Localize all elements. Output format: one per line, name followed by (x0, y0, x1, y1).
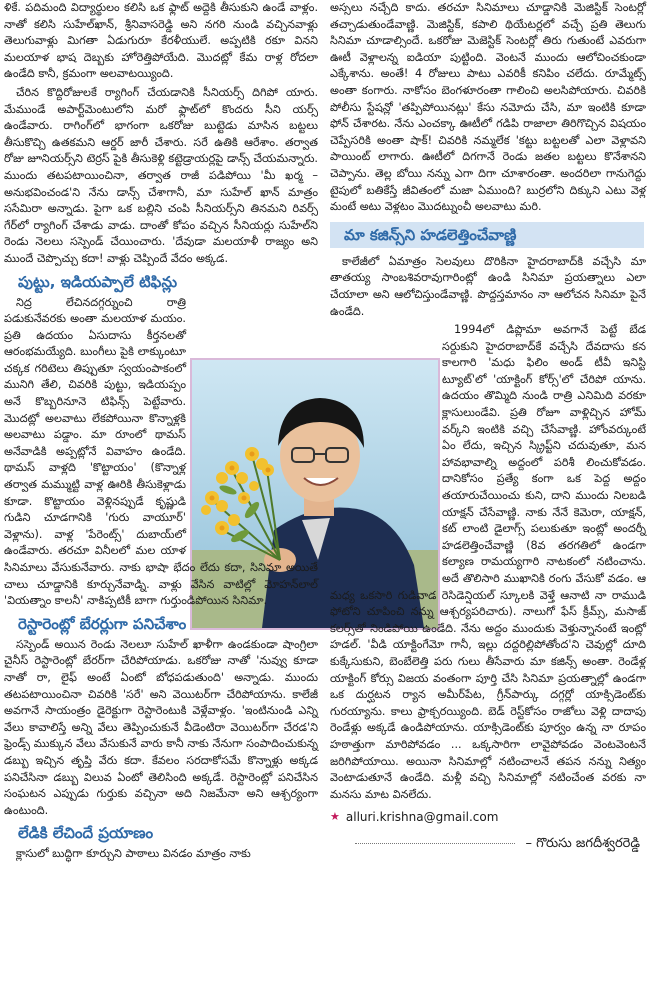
paragraph (330, 322, 646, 803)
section-heading: రెస్టారెంట్లో బేరర్లుగా పనిచేశాం (18, 614, 187, 633)
paragraph-text: నిద్ర లేచినదగ్గర్నుంచి రాత్రి పడుకునేవరకు అంతా మలయాళ మయం. ప్రతి ఉదయం ఏసుదాసు కీర్తనలతో ఆరంభమయ్యేది. బుంగీలు పైకి లాక్కుంటూ చక్కక గరిటెలు తిప్పుతూ స్వయంపాకంలో మునిగి తేలి, చివరికి పుట్టు, ఇడియప్పం అనే కొబ్బరినూనె టిఫిన్స్ పెట్టేవారు. మొదట్లో అలవాటు లేకపోయినా కొన్నాళ్లకి అలవాటు పడ్డాం. మా రూంలో థామస్ అనేవాడికి అప్పట్లోనే వివాహం ఉండేది. థామస్ వాళ్లది 'కొట్టాయం' (కొన్నాళ్ల తర్వాత మమ్ముట్టి వాళ్ల ఊరికి తీసుకెళ్లాడు కూడా. కొట్టాయం వెళ్లినప్పుడే కృష్ణుడి గుడిని చూడగానికి 'గురు వాయూర్' వెళ్లాను). వాళ్ల 'పేరెంట్స్' దుబాయ్‌లో ఉండేవారు. తరచూ వినీలలో మల యాళ సినిమాలు వేసుకునేవారు. నాకు భాషా భేదం లేదు కదా, సినిమా అయితే చాలు చూడ్డానికి కూర్చునేవాడ్ని. వాళ్లు వేసిన వాటిల్లో మోహన్‌లాల్ 'వియత్నాం కాలనీ' నాకిప్పటికీ బాగా గుర్తుండిపోయిన సినిమా. (4, 295, 318, 608)
section-heading: మా కజిన్స్‌ని హడలెత్తించేవాణ్ణి (330, 222, 644, 248)
paragraph: సస్పెండ్ అయిన రెండు నెలలూ సుహేల్ ఖాళీగా ఉండకుండా షాంగ్రిలా చైనీస్ రెస్టారెంట్లో బేరర్‌గా చేరిపోయాడు. ఒకరోజు నాతో 'నువ్వు కూడా నాతో రా, లైఫ్ అంటే ఏంటో బోధపడుతుంది' అన్నాడు. ముందు తటపటాయించినా చివరికి 'సరే' అని వెయిటర్‌గా చేరిపోయాను. కాలేజీ అవగానే సాయంత్రం డైరెక్టుగా రెస్టారెంటుకి వెళ్లేవాళ్లం. 'ఇంటినుండి ఎన్ని వేలు కావాలిస్తే అన్ని వేలు తెప్పించుకునే వీడెంటిరా వెయిటర్‌గా చేరడ'ని ఫ్రెండ్స్ ముక్కున వేలు వేసుకునే వారు కానీ నాకు నేనుగా సంపాదించుకున్న డబ్బు ఇచ్చిన తృప్తి వేరు కదా. కేవలం సరదాకోసమే కొన్నాళ్లు అక్కడ పనిచేసినా డబ్బు విలువ ఏంటో తెలిసింది అక్కడే. రెస్టారెంట్లో పనిచేసిన సంఘటన ఎప్పుడు గుర్తుకు వచ్చినా అది నిజమేనా అని ఆశ్చర్యంగా ఉంటుంది. (4, 637, 318, 817)
section-heading: లేడికి లేచిందే ప్రయాణం (18, 824, 154, 843)
author-byline (330, 836, 646, 853)
byline-text: – గొరుసు జగదీశ్వరరెడ్డి (525, 835, 640, 851)
paragraph: ళికే. పదిమంది విద్యార్థులం కలిసి ఒక ఫ్లాట్ అద్దెకి తీసుకుని ఉండే వాళ్లం. నాతో కలిసి సుహేల్‌ఖాన్, శ్రీనివాసరెడ్డి అని నగరి నుండి వచ్చినవాళ్లు తెలుగువాళ్లు మిగతా ఏడుగురూ కేరళీయులే. అప్పటికి రకూ వినని మలయాళ భాష దెబ్బకు హోరెత్తిపోయేది. మొదట్లో కేమ రాళ్ల రోదలా ఉండేది కానీ, క్రమంగా అలవాటయ్యింది. (4, 1, 318, 81)
paragraph (4, 295, 318, 610)
paragraph: కాలేజీలో ఏమాత్రం సెలవులు దొరికినా హైదరాబాద్‌కి వచ్చేసి మా తాతయ్య సాంబశివరావుగారింట్లో ఉండి సినిమా ప్రయత్నాలు ఎలా చేయాలా అని ఆలోచిస్తుండేవాణ్ణి. పొద్దస్తమానం నా ఆలోచన సినిమా పైనే ఉండేది. (330, 254, 646, 318)
paragraph: క్లాసులో బుద్ధిగా కూర్చుని పాఠాలు వినడం మాత్రం నాకు (16, 847, 251, 861)
right-column (330, 0, 646, 853)
photo-wrap-spacer (330, 322, 442, 577)
star-icon: ★ (330, 810, 340, 824)
email-text: alluri.krishna@gmail.com (345, 810, 499, 825)
paragraph-text: 1994లో డిప్లొమా అవగానే పెట్టే బేడ సర్దుకుని హైదరాబాద్‌కే వచ్చేసి దేవదాసు కన కాలగారి 'మధు ఫిలిం అండ్ టీవీ ఇనిస్టి ట్యూట్'లో 'యాక్టింగ్ కోర్స్'లో చేరిపో యాను. ఉదయం తొమ్మిది నుండి రాత్రి ఎనిమిది వరకూ క్లాసులుండేవి. ప్రతి రోజూ వాళ్లిచ్చిన హోమ్ వర్క్‌ని ఇంటికి వచ్చి చేసేవాణ్ణి. హోంవర్కుంటే ఏం లేదు, ఇచ్చిన స్క్రిప్ట్‌ని చదువుతూ, మన హావభావాల్ని అద్దంలో పరిశీ లించుకోవడం. దానికోసం ప్రత్యే కంగా ఒక పెద్ద అద్దం తయారుచేయించు కుని, దాని ముందు నిలబడి యాక్షన్ చేసేవాణ్ణి. నాకు నేనే కెమెరా, యాక్షన్, కట్ లాంటి డైలాగ్స్ పలుకుతూ ఇంట్లో అందర్నీ హడలెత్తించేవాణ్ణి (8వ తరగతిలో ఉండగా కల్యాణ రామయ్యగారి నాటకంలో నటించాను. అదే తొలిసారి ముఖానికి రంగు వేసుకో వడం. ఆ మధ్య ఒకసారి గుడివాడ రెసిడెన్షియల్ స్కూలకి వెళ్తే ఆనాటి నా రాముడి ఫోటోని చూపించి నన్ను ఆశ్చర్యపరిచారు). నాలుగో ఫేస్ క్రీమ్స్, మసాజ్ కలర్స్‌తో నిండిపోయి ఉండేది. నేను అద్దం ముందుకు వెళ్తున్నానంటే ఇంట్లో హడల్. 'వీడి యాక్టింగేమో గానీ, ఇల్లు దద్దరిల్లిపోతోంద'ని చెవుల్లో దూది కుక్కేసుకుని, బెంబేలెత్తి పరు గులు తీసేవారు మా కజిన్స్ అంతా. రెండేళ్ల యాక్టింగ్ కోర్సు విజయ వంతంగా పూర్తి చేసి సినిమా ప్రయత్నాల్లో ఉండగా ఒక దుర్ఘటన ర్యాన అమీర్‌పేట, గ్రీన్‌పార్కు దగ్గర్లో యాక్సిడెంట్‌కు గురయ్యాను. కాలు ఫ్రాక్చరయ్యింది. బెడ్ రెస్ట్‌కోసం రాజోలు వెళ్లి దాదాపు రెండేళ్లు అక్కడే ఉండిపోయాను. యాక్సిడెంట్‌కు పూర్వం ఉన్న నా రూపం హఠాత్తుగా మారిపోవడం ... ఒక్కసారిగా లావైపోవడం వెంటవెంటనే జరిగిపోయాయి. అయినా సినిమాల్లో నటించాలనే తపన నన్ను నిత్యం వెంటాడుతూనే ఉండేది. మళ్లీ వచ్చి సినిమాల్లో నటించేంత వరకు నా మనసు మాట వినలేదు. (330, 323, 646, 801)
photo-wrap-spacer (186, 295, 318, 545)
paragraph: అస్సలు నచ్చేది కాదు. తరచూ సినిమాలు చూడ్డానికి మెజిస్టిక్ సెంటర్లో తచ్చాడుతుండేవాణ్ణి. మెజిస్టిక్, కపాలి థియేటర్లలో వచ్చే ప్రతి తెలుగు సినిమా చూడాల్సిందే. ఒకరోజు మెజెస్టిక్ సెంటర్లో తిరు గుతుంటే ఎవరుగా ఊటీ వెళ్లాలన్న ఐడియా పుట్టింది. వెంటనే ముందు ఆలోచించకుండా ఎక్కేశాను. అంతే! 4 రోజులు పాటు ఎవరికీ కనిపిం చలేదు. రూమ్మేట్స్ అంతా కంగారు. నాకోసం బెంగళూరంతా గాలించి అలసిపోయారు. చివరికి పోలీసు స్టేషన్లో 'తప్పిపోయినట్లు' కేసు నమోదు చేసి, మా ఇంటికి కూడా ఫోన్ చేశారట. నేను ఎంచక్కా ఊటీలో గడిపి రాజాలా తిరిగొచ్చిన విషయం చెప్పేసరికి అంతా షాక్! చివరికి నమ్మలేక 'కట్టు బట్టలతో ఎలా వెళ్లావని పాయింట్ లాగారు. ఊటీలో దిగగానే రెండు జతల బట్టలు కొనేశానని చెప్పాను. తెల్ల బోయి నన్ను ఎగా దిగా చూశారంతా. అందరిలా గానుగెద్దు టైపులో బతికేస్తే జీవితంలో మజా ఏముంది? బుర్రలోని దిక్కుని ఎటు వెళ్ల మంటే అటు వెళ్లటం మొదట్నుంచీ అలవాటు మరి. (330, 1, 646, 214)
author-email (330, 809, 646, 826)
paragraph: చేరిన కొద్దిరోజులకే ర్యాగింగ్ చేయడానికి సీనియర్స్ దిగిపో యారు. మేముండే అపార్ట్‌మెంటులోని మరో ఫ్లాట్‌లో కొందరు సీని యర్స్ ఉండేవారు. రాగింగ్‌లో భాగంగా ఒకరోజు బుట్టెడు మాసిన బట్టలు తీసుకొచ్చి ఉతకమని ఆర్డర్ జారీ చేశారు. సరే ఉతికి ఆరేశాం. తర్వాత రోజు జూనియర్స్‌ని టెర్రస్ పైకి తీసుకెళ్లి కట్టెడ్రాయర్లపై డాన్స్ చేయమన్నారు. ముందు తటపటాయించినా, తర్వాత రాజీ పడిపోయి 'మీ ఖర్మ – అనుభవించండ'ని నేను డాన్స్ చేశాగానీ, మా సుహేల్ ఖాన్ మాత్రం ససేమిరా అన్నాడు. పైగా ఒక బల్లిని చంపి సీనియర్స్‌ని తినమని రివర్స్ గేర్‌లో ర్యాగింగ్ చేశాడు వాడు. దాంతో కోపం వచ్చిన సీనియర్లు సుహేల్‌ని రెండు నెలలు సస్పెండ్ చేయించారు. 'దేవుడా మలయాళీ రాజ్యం అని ముందే చెప్పొచ్చు కదా! వాళ్లు చెప్పిందే వేదం అక్కడ. (4, 85, 318, 265)
signature-divider (355, 843, 515, 844)
section-heading: పుట్టు, ఇడియప్పాలే టిఫిన్లు (18, 272, 178, 291)
left-column (4, 0, 318, 865)
